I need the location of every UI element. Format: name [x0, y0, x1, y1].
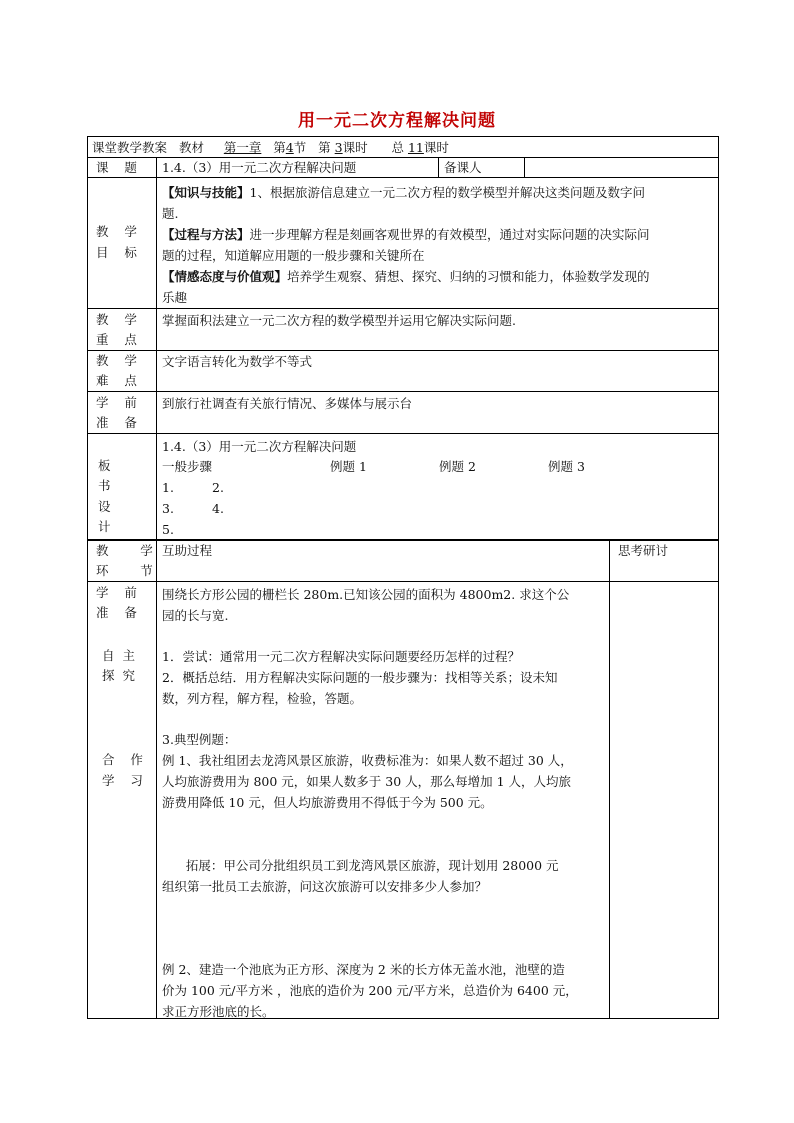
preparation-label-2: 准 备	[96, 415, 137, 430]
board-label-2: 书	[98, 478, 111, 493]
key-points-value: 掌握面积法建立一元二次方程的数学模型并运用它解决实际问题.	[162, 313, 516, 328]
example-1-line3: 游费用降低 10 元，但人均旅游费用不得低于今为 500 元。	[162, 795, 493, 810]
header-total-post: 课时	[423, 140, 449, 155]
example-2-line1: 例 2、建造一个池底为正方形、深度为 2 米的长方体无盖水池，池壁的造	[162, 962, 565, 977]
try-question: 1．尝试：通常用一元二次方程解决实际问题要经历怎样的过程？	[162, 649, 520, 664]
cooperative-label-1: 合 作	[102, 752, 143, 767]
objective-knowledge-line2: 题.	[162, 206, 179, 221]
objective-emotion-tag: 【情感态度与价值观】	[162, 269, 288, 284]
header-line	[92, 139, 449, 157]
process-label-2: 环 节	[96, 563, 153, 578]
preparation-label-1: 学 前	[96, 395, 137, 410]
pre-class-problem-line2: 园的长与宽.	[162, 608, 229, 623]
interaction-header: 互助过程	[162, 543, 213, 558]
board-label-4: 计	[98, 519, 111, 534]
objective-knowledge	[162, 182, 645, 224]
header-section-pre: 第	[273, 140, 286, 155]
header-lesson-pre: 第	[318, 140, 331, 155]
pre-class-label-1: 学 前	[96, 585, 137, 600]
example-2-line3: 求正方形池底的长。	[162, 1004, 275, 1019]
header-chapter: 第一章	[223, 140, 262, 155]
difficulties-value: 文字语言转化为数学不等式	[162, 354, 313, 369]
example-1-line1: 例 1、我社组团去龙湾风景区旅游，收费标准为：如果人数不超过 30 人，	[162, 753, 573, 768]
preparer-label: 备课人	[444, 160, 482, 175]
objective-process-line2: 题的过程，知道解应用题的一般步骤和关键所在	[162, 248, 425, 263]
board-step-2: 2.	[212, 480, 224, 495]
lesson-plan-table	[87, 136, 719, 1019]
board-step-4: 4.	[212, 501, 224, 516]
board-step-1: 1.	[162, 480, 174, 495]
header-prefix: 课堂教学教案	[92, 140, 168, 155]
preparation-value: 到旅行社调查有关旅行情况、多媒体与展示台	[162, 396, 413, 411]
objective-emotion	[162, 266, 650, 308]
topic-label: 课 题	[96, 160, 137, 175]
extension-line1: 拓展：甲公司分批组织员工到龙湾风景区旅游，现计划用 28000 元	[185, 858, 559, 873]
header-lesson-num: 3	[334, 140, 343, 155]
typical-examples-heading: 3.典型例题：	[162, 732, 237, 747]
board-label-1: 板	[98, 458, 111, 473]
self-study-label-2: 探 究	[102, 668, 135, 683]
board-step-5: 5.	[162, 522, 174, 537]
difficulties-label-2: 难 点	[96, 373, 137, 388]
topic-value: 1.4.（3）用一元二次方程解决问题	[162, 160, 357, 175]
difficulties-label-1: 教 学	[96, 353, 137, 368]
example-2-line2: 价为 100 元/平方米 ，池底的造价为 200 元/平方米，总造价为 6400 元，	[162, 983, 578, 998]
process-label-1: 教 学	[96, 543, 153, 558]
summary-line2: 数，列方程，解方程，检验，答题。	[162, 691, 363, 706]
objective-knowledge-line1: 1、根据旅游信息建立一元二次方程的数学模型并解决这类问题及数字问	[249, 185, 645, 200]
board-label-3: 设	[98, 499, 111, 514]
key-points-label-1: 教 学	[96, 312, 137, 327]
extension-problem	[162, 855, 559, 897]
header-total-num: 11	[407, 140, 424, 155]
example-1-line2: 人均旅游费用为 800 元，如果人数多于 30 人，那么每增加 1 人，人均旅	[162, 774, 572, 789]
key-points-label-2: 重 点	[96, 332, 137, 347]
objective-knowledge-tag: 【知识与技能】	[162, 185, 250, 200]
pre-class-problem	[162, 584, 569, 626]
objectives-label-2: 目 标	[96, 245, 137, 260]
board-step-3: 3.	[162, 501, 174, 516]
header-lesson-post: 课时	[342, 140, 368, 155]
objective-emotion-line1: 培养学生观察、猜想、探究、归纳的习惯和能力，体验数学发现的	[287, 269, 650, 284]
pre-class-label-2: 准 备	[96, 605, 137, 620]
reflection-header: 思考研讨	[618, 543, 669, 558]
board-heading: 1.4.（3）用一元二次方程解决问题	[162, 439, 357, 454]
summary-line1: 2．概括总结．用方程解决实际问题的一般步骤为：找相等关系；设未知	[162, 670, 558, 685]
objectives-label-1: 教 学	[96, 224, 137, 239]
example-2	[162, 959, 578, 1022]
self-study-label-1: 自 主	[102, 648, 135, 663]
cooperative-label-2: 学 习	[102, 773, 143, 788]
pre-class-problem-line1: 围绕长方形公园的栅栏长 280m.已知该公园的面积为 4800m2. 求这个公	[162, 587, 570, 602]
objective-emotion-line2: 乐趣	[162, 290, 188, 305]
header-section-num: 4	[285, 140, 294, 155]
board-steps: 一般步骤	[162, 459, 213, 474]
board-example-3: 例题 3	[548, 459, 585, 474]
header-total-pre: 总	[391, 140, 404, 155]
header-section-post: 节	[293, 140, 307, 155]
objective-process	[162, 224, 650, 266]
page-title: 用一元二次方程解决问题	[298, 111, 496, 131]
extension-line2: 组织第一批员工去旅游，问这次旅游可以安排多少人参加？	[162, 879, 488, 894]
typical-examples	[162, 729, 573, 813]
board-example-2: 例题 2	[439, 459, 476, 474]
objective-process-line1: 进一步理解方程是刻画客观世界的有效模型，通过对实际问题的决实际问	[249, 227, 650, 242]
objective-process-tag: 【过程与方法】	[162, 227, 250, 242]
header-textbook-label: 教材	[178, 140, 204, 155]
self-study-content	[162, 646, 557, 709]
board-example-1: 例题 1	[330, 459, 367, 474]
